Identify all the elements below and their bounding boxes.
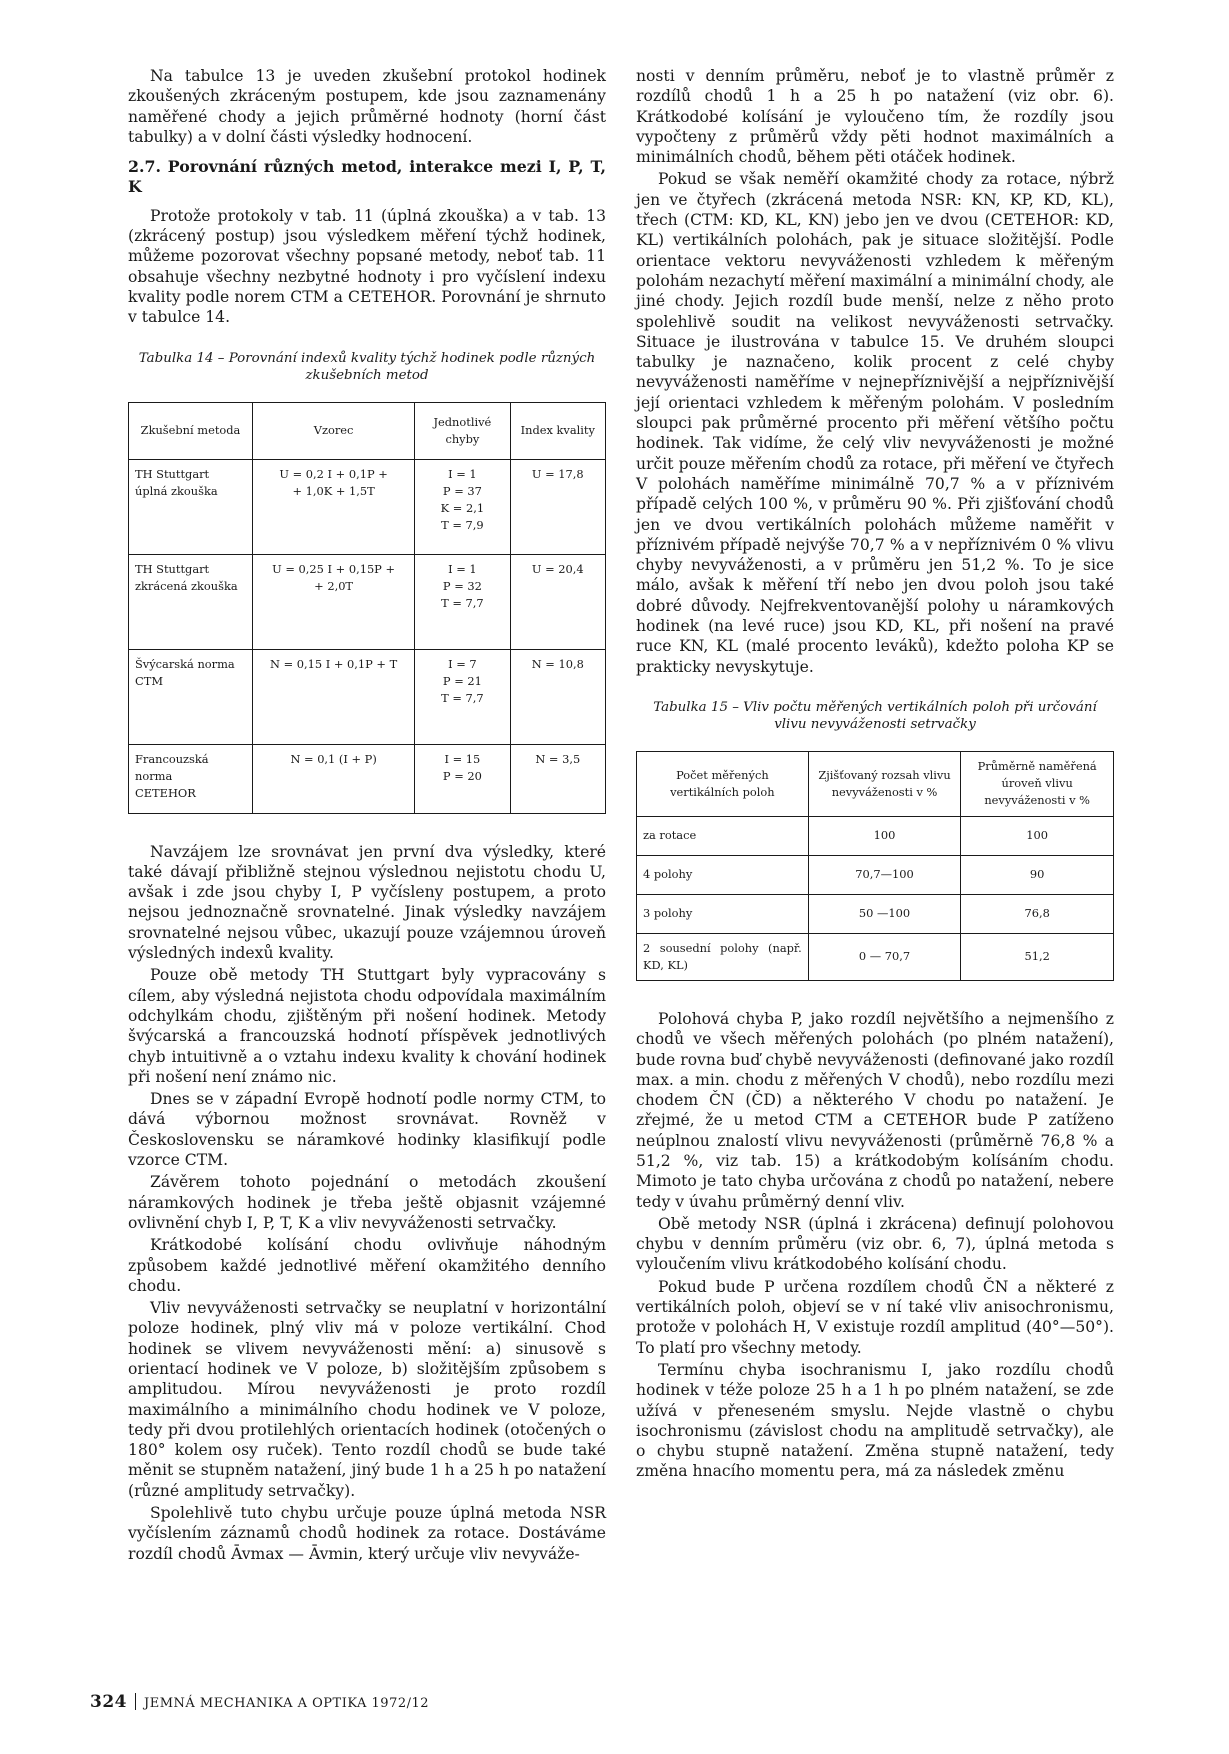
section-heading: 2.7. Porovnání různých metod, interakce mezi I, P, T, K — [128, 157, 606, 197]
table-header: Zjišťovaný rozsah vlivu nevyváženosti v % — [808, 751, 961, 816]
table-row — [637, 816, 1114, 855]
paragraph: Spolehlivě tuto chybu určuje pouze úplná metoda NSR vyčíslením záznamů chodů hodinek za rotace. Dostáváme rozdíl chodů Āvmax — Āvmin, který určuje vliv nevyváže- — [128, 1504, 606, 1563]
table-row — [129, 459, 606, 554]
paragraph: nosti v denním průměru, neboť je to vlastně průměr z rozdílů chodů 1 h a 25 h po natažení (viz obr. 6). Krátkodobé kolísání je vyloučeno tím, že rozdíly jsou vypočteny z průměrů vždy pěti hodnot maximálních a minimálních chodů, během pěti otáček hodinek. — [636, 67, 1114, 167]
paragraph: Protože protokoly v tab. 11 (úplná zkouška) a v tab. 13 (zkrácený postup) jsou výsledkem měření týchž hodinek, můžeme pozorovat všechny popsané metody, neboť tab. 11 obsahuje všechny nezbytné hodnoty i pro vyčíslení indexu kvality podle norem CTM a CETEHOR. Porovnání je shrnuto v tabulce 14. — [128, 206, 606, 327]
table-row — [129, 554, 606, 649]
paragraph: Termínu chyba isochranismu I, jako rozdílu chodů hodinek v téže poloze 25 h a 1 h po plném natažení, se zde užívá v přeneseném smyslu. Nejde vlastně o chybu isochronismu (závislost chodu na amplitudě setrvačky), ale o chybu stupně natažení. Změna stupně natažení, tedy změna hnacího momentu pera, má za následek změnu — [636, 1360, 1114, 1481]
table-cell: 90 — [961, 855, 1114, 894]
footer-divider — [135, 1693, 136, 1710]
table-cell: 50 —100 — [808, 894, 961, 933]
table-row — [637, 855, 1114, 894]
table-cell: N = 0,15 I + 0,1P + T — [253, 649, 415, 744]
table-cell: 3 polohy — [637, 894, 809, 933]
left-column — [128, 66, 606, 1566]
table-15-caption: Tabulka 15 – Vliv počtu měřených vertikálních poloh při určování vlivu nevyváženosti setrvačky — [653, 699, 1097, 732]
table-cell: 100 — [808, 816, 961, 855]
table-header: Zkušební metoda — [129, 402, 253, 459]
page-footer — [90, 1692, 429, 1712]
paragraph: Krátkodobé kolísání chodu ovlivňuje náhodným způsobem každé jednotlivé měření okamžitého denního chodu. — [128, 1236, 606, 1295]
table-cell: 76,8 — [961, 894, 1114, 933]
paragraph: Obě metody NSR (úplná i zkrácena) definují polohovou chybu v denním průměru (viz obr. 6, 7), úplná metoda s vyloučením vlivu krátkodobého kolísání chodu. — [636, 1214, 1114, 1274]
paragraph: Pokud bude P určena rozdílem chodů ČN a některé z vertikálních poloh, objeví se v ní také vliv anisochronismu, protože v polohách H, V existuje rozdíl amplitud (40°—50°). To platí pro všechny metody. — [636, 1277, 1114, 1357]
table-cell: N = 3,5 — [510, 744, 605, 813]
table-row — [129, 744, 606, 813]
paragraph: Vliv nevyváženosti setrvačky se neuplatní v horizontální poloze hodinek, plný vliv má v poloze vertikální. Chod hodinek se vlivem nevyváženosti mění: a) sinusově s orientací hodinek ve V poloze, b) složitějším způsobem s amplitudou. Mírou nevyváženosti je proto rozdíl maximálního a minimálního chodu hodinek ve V poloze, tedy při dvou protilehlých orientacích hodinek (otočených o 180° kolem osy ruček). Tento rozdíl chodů se bude také měnit se stupněm natažení, jiný bude 1 h a 25 h po natažení (různé amplitudy setrvačky). — [128, 1299, 606, 1500]
journal-name: JEMNÁ MECHANIKA A OPTIKA 1972/12 — [144, 1696, 430, 1711]
table-cell: 70,7—100 — [808, 855, 961, 894]
table-cell: N = 10,8 — [510, 649, 605, 744]
table-cell: 2 sousední polohy (např. KD, KL) — [637, 933, 809, 980]
paragraph: Dnes se v západní Evropě hodnotí podle normy CTM, to dává výbornou možnost srovnávat. Rovněž v Československu se náramkové hodinky klasifikují podle vzorce CTM. — [128, 1090, 606, 1170]
table-row — [637, 894, 1114, 933]
table-cell: I = 15 P = 20 — [415, 744, 510, 813]
table-cell: za rotace — [637, 816, 809, 855]
table-cell: U = 0,25 I + 0,15P + + 2,0T — [253, 554, 415, 649]
table-header: Průměrně naměřená úroveň vlivu nevyváženosti v % — [961, 751, 1114, 816]
table-cell: U = 17,8 — [510, 459, 605, 554]
table-14-caption: Tabulka 14 – Porovnání indexů kvality týchž hodinek podle různých zkušebních metod — [138, 350, 596, 383]
paragraph: Polohová chyba P, jako rozdíl největšího a nejmenšího z chodů ve všech měřených polohách (po plném natažení), bude rovna buď chybě nevyváženosti (definované jako rozdíl max. a min. chodu z měřených V chodů), nebo rozdílu mezi chodem ČN (ČD) a některého V chodu po natažení. Je zřejmé, že u metod CTM a CETEHOR bude P zatíženo neúplnou znalostí vlivu nevyváženosti (průměrně 76,8 % a 51,2 %, viz tab. 15) a krátkodobým kolísáním chodu. Mimoto je tato chyba určována z chodů po natažení, nebere tedy v úvahu průměrný denní vliv. — [636, 1009, 1114, 1211]
table-header: Index kvality — [510, 402, 605, 459]
table-header: Počet měřených vertikálních poloh — [637, 751, 809, 816]
table-15 — [636, 751, 1114, 981]
table-cell: Švýcarská norma CTM — [129, 649, 253, 744]
table-14 — [128, 402, 606, 814]
table-cell: I = 1 P = 37 K = 2,1 T = 7,9 — [415, 459, 510, 554]
paragraph: Pokud se však neměří okamžité chody za rotace, nýbrž jen ve čtyřech (zkrácená metoda NSR: KN, KP, KD, KL), třech (CTM: KD, KL, KN) jebo jen ve dvou (CETEHOR: KD, KL) vertikálních polohách, pak je situace složitější. Podle orientace vektoru nevyváženosti vzhledem k měřeným polohám nezachytí měření maximální a minimální chody, ale jiné chody. Jejich rozdíl bude menší, nelze z něho proto spolehlivě soudit na velikost nevyváženosti setrvačky. Situace je ilustrována v tabulce 15. Ve druhém sloupci tabulky je naznačeno, kolik procent z celé chyby nevyváženosti naměříme v nejnepříznivější a nejpříznivější její orientaci vzhledem k měřeným polohám. V posledním sloupci pak průměrné procento při měření většího počtu hodinek. Tak vidíme, že celý vliv nevyváženosti je možné určit pouze měřením chodů za rotace, při měření ve čtyřech V polohách naměříme minimálně 70,7 % a v příznivém případě celých 100 %, v průměru 90 %. Při zjišťování chodů jen ve dvou vertikálních polohách můžeme naměřit v příznivém případě nejvýše 70,7 % a v nepříznivém 0 % vlivu chyby nevyváženosti, a v průměru jen 51,2 %. To je sice málo, avšak k měření tří nebo jen dvou poloh jsou také dobré důvody. Nejfrekventovanější polohy u náramkových hodinek (na levé ruce) jsou KD, KL, při nošení na pravé ruce KN, KL (malé procento leváků), kdežto poloha KP se prakticky nevyskytuje. — [636, 170, 1114, 676]
table-cell: I = 1 P = 32 T = 7,7 — [415, 554, 510, 649]
table-row — [637, 933, 1114, 980]
table-cell: I = 7 P = 21 T = 7,7 — [415, 649, 510, 744]
table-cell: U = 20,4 — [510, 554, 605, 649]
table-header: Jednotlivé chyby — [415, 402, 510, 459]
table-cell: 51,2 — [961, 933, 1114, 980]
table-cell: N = 0,1 (I + P) — [253, 744, 415, 813]
table-cell: U = 0,2 I + 0,1P + + 1,0K + 1,5T — [253, 459, 415, 554]
table-row — [129, 649, 606, 744]
table-cell: TH Stuttgart zkrácená zkouška — [129, 554, 253, 649]
table-cell: 4 polohy — [637, 855, 809, 894]
right-column — [636, 66, 1114, 1484]
table-cell: 100 — [961, 816, 1114, 855]
paragraph: Navzájem lze srovnávat jen první dva výsledky, které také dávají přibližně stejnou výslednou nejistotu chodu U, avšak i zde jsou chyby I, P vyčísleny postupem, a proto nejsou jednoznačně srovnatelné. Jinak výsledky navzájem srovnatelné nejsou vůbec, ukazují pouze vzájemnou úroveň výsledných indexů kvality. — [128, 842, 606, 963]
page-number: 324 — [90, 1692, 127, 1712]
table-cell: Francouzská norma CETEHOR — [129, 744, 253, 813]
table-cell: TH Stuttgart úplná zkouška — [129, 459, 253, 554]
paragraph: Závěrem tohoto pojednání o metodách zkoušení náramkových hodinek je třeba ještě objasnit vzájemné ovlivnění chyb I, P, T, K a vliv nevyváženosti setrvačky. — [128, 1173, 606, 1232]
paragraph: Pouze obě metody TH Stuttgart byly vypracovány s cílem, aby výsledná nejistota chodu odpovídala maximálním odchylkám chodu, zjištěným při nošení hodinek. Metody švýcarská a francouzská hodnotí příspěvek jednotlivých chyb intuitivně a o vztahu indexu kvality k chování hodinek při nošení není známo nic. — [128, 966, 606, 1086]
table-cell: 0 — 70,7 — [808, 933, 961, 980]
paragraph: Na tabulce 13 je uveden zkušební protokol hodinek zkoušených zkráceným postupem, kde jsou zaznamenány naměřené chody a jejich průměrné hodnoty (horní část tabulky) a v dolní části výsledky hodnocení. — [128, 67, 606, 146]
table-header: Vzorec — [253, 402, 415, 459]
